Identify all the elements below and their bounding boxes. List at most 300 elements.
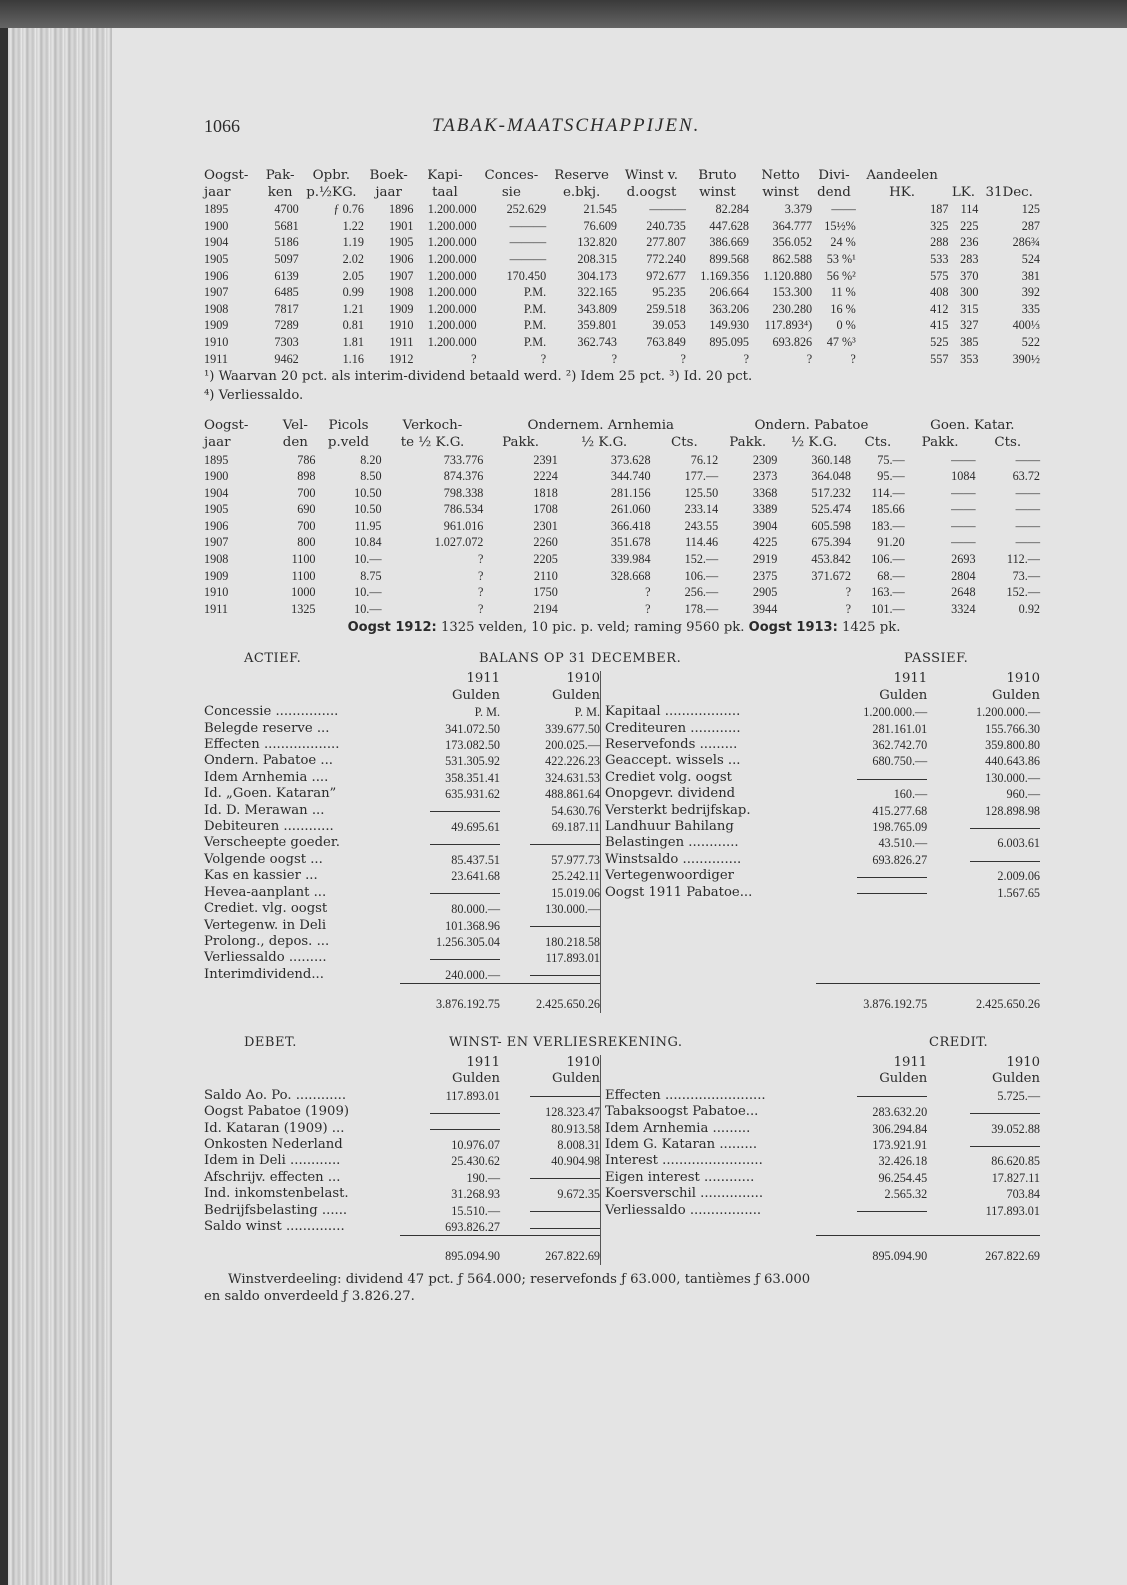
total-row — [605, 983, 1040, 1012]
table-cell: 3944 — [752, 601, 778, 616]
account-label: Kapitaal .................. — [605, 704, 741, 720]
dash-placeholder — [970, 1113, 1040, 1114]
table-cell: 575 — [930, 268, 949, 283]
value-1910: 6.003.61 — [997, 836, 1040, 851]
table-cell: 1708 — [533, 502, 558, 517]
value-1910: 128.898.98 — [985, 803, 1040, 818]
dash-placeholder — [530, 1228, 600, 1229]
account-row — [204, 770, 600, 786]
total-1910: 2.425.650.26 — [500, 984, 600, 1013]
table-cell: 1911 — [389, 334, 414, 349]
table-row — [204, 468, 1040, 485]
account-label: Crediet volg. oogst — [605, 769, 732, 785]
table-cell: 381 — [1021, 268, 1040, 283]
table-cell: ——— — [509, 218, 547, 233]
account-row — [204, 1104, 600, 1120]
table-cell: 1900 — [204, 218, 229, 233]
table-cell: 360.148 — [811, 452, 851, 467]
table-cell: 328.668 — [610, 568, 651, 583]
credit-heading: CREDIT. — [929, 1034, 989, 1050]
column-header: 31Dec. — [985, 184, 1033, 200]
dash-placeholder — [857, 1096, 927, 1097]
value-1910: 155.766.30 — [985, 721, 1040, 736]
table-cell: 359.801 — [577, 318, 618, 333]
table-cell: 208.315 — [577, 251, 618, 266]
table-cell: 517.232 — [811, 485, 851, 500]
value-1910: 1.567.65 — [997, 885, 1040, 900]
account-row — [605, 786, 1040, 802]
table-cell: 21.545 — [583, 202, 618, 217]
value-1911: 680.750.— — [872, 754, 928, 769]
balance-heading — [204, 651, 1044, 671]
column-header: Pakk. — [729, 434, 767, 450]
table-row — [204, 534, 1040, 551]
table-cell: 1.200.000 — [427, 285, 477, 300]
table-cell: 356.052 — [772, 235, 813, 250]
account-row — [605, 704, 1040, 720]
table-cell: 7817 — [274, 301, 299, 316]
table-cell: 1.81 — [342, 334, 364, 349]
account-row — [204, 753, 600, 769]
table-cell: —— — [951, 485, 976, 500]
column-header: d.oogst — [626, 184, 677, 200]
table-cell: 371.672 — [811, 568, 851, 583]
column-header: Ondern. Pabatoe — [754, 418, 869, 434]
table-cell: 453.842 — [811, 552, 851, 567]
table-cell: 11.95 — [354, 518, 382, 533]
table-cell: 1.120.880 — [763, 268, 813, 283]
account-row — [204, 786, 600, 802]
table-cell: P.M. — [523, 301, 547, 316]
table-cell: —— — [951, 502, 976, 517]
table-cell: —— — [1015, 452, 1040, 467]
table-cell: 0.92 — [1018, 601, 1040, 616]
total-1911: 895.094.90 — [816, 1235, 927, 1264]
account-row — [605, 885, 1040, 901]
dash-placeholder — [430, 811, 500, 812]
table-cell: 1907 — [204, 535, 229, 550]
value-1911: 31.268.93 — [451, 1187, 500, 1202]
table-cell: 1905 — [204, 251, 229, 266]
table-cell: 2309 — [752, 452, 778, 467]
account-row — [605, 819, 1040, 835]
account-row — [204, 967, 600, 984]
footnote: ¹) Waarvan 20 pct. als interim-dividend betaald werd. ²) Idem 25 pct. ³) Id. 20 pct. — [204, 369, 753, 385]
table-cell: 11 % — [830, 285, 856, 300]
account-label: Id. „Goen. Kataran” — [204, 786, 337, 802]
value-1910: 440.643.86 — [985, 754, 1040, 769]
table-cell: 2373 — [752, 469, 778, 484]
table-cell: 287 — [1021, 218, 1040, 233]
account-label: Belegde reserve ... — [204, 720, 330, 736]
table-cell: 6139 — [274, 268, 299, 283]
table-row — [204, 301, 1040, 318]
total-1911: 895.094.90 — [400, 1236, 500, 1265]
account-label: Koersverschil ............... — [605, 1186, 764, 1202]
value-1910: 40.904.98 — [551, 1154, 600, 1169]
table-cell: 1912 — [389, 351, 414, 366]
table-cell: 353 — [960, 351, 979, 366]
value-1911: 281.161.01 — [872, 721, 928, 736]
account-row — [605, 753, 1040, 769]
table-cell: 10.— — [354, 552, 382, 567]
column-header: dend — [817, 184, 851, 200]
table-cell: ? — [477, 552, 484, 567]
table-cell: 786.534 — [443, 502, 484, 517]
value-1911: 198.765.09 — [872, 820, 928, 835]
value-1911: 2.565.32 — [884, 1187, 928, 1202]
value-1911: 693.826.27 — [872, 852, 928, 867]
value-1910: 17.827.11 — [991, 1170, 1040, 1185]
account-label: Versterkt bedrijfskap. — [605, 802, 751, 818]
table-cell: 1907 — [389, 268, 414, 283]
dash-placeholder — [970, 1146, 1040, 1147]
column-header: Cts. — [670, 434, 698, 450]
year-header: 1911 — [466, 671, 500, 687]
table-cell: 1911 — [204, 601, 228, 616]
table-cell: 3368 — [752, 485, 778, 500]
table-cell: 1911 — [204, 351, 228, 366]
total-row — [605, 1235, 1040, 1264]
table-cell: 2205 — [533, 552, 558, 567]
unit-header: Gulden — [552, 687, 600, 703]
year-header: 1910 — [566, 1054, 600, 1070]
account-row — [204, 852, 600, 868]
table-cell: 163.— — [871, 585, 905, 600]
value-1910: 8.008.31 — [557, 1137, 600, 1152]
table-cell: 798.338 — [443, 485, 484, 500]
table-cell: 1905 — [389, 235, 414, 250]
column-header: Ondernem. Arnhemia — [527, 418, 674, 434]
column-header: Picols — [328, 418, 369, 434]
value-1910: 57.977.73 — [551, 852, 600, 867]
table-cell: 1818 — [533, 485, 558, 500]
spacer-row — [605, 934, 1040, 950]
table-cell: ? — [845, 601, 851, 616]
spacer-row — [605, 901, 1040, 917]
value-1911: 160.— — [893, 787, 928, 802]
dash-placeholder — [430, 893, 500, 894]
table-cell: 76.12 — [690, 452, 719, 467]
table-cell: 256.— — [684, 585, 719, 600]
value-1910: 117.893.01 — [985, 1203, 1040, 1218]
table-cell: 373.628 — [610, 452, 651, 467]
table-cell: 1908 — [389, 285, 414, 300]
harvest-table — [204, 418, 1040, 617]
unit-header: Gulden — [992, 1071, 1040, 1087]
table-row — [204, 584, 1040, 601]
account-label: Belastingen ............ — [605, 835, 739, 851]
table-cell: ? — [743, 351, 750, 366]
column-header: jaar — [375, 184, 402, 200]
table-cell: 2.05 — [342, 268, 364, 283]
table-cell: 4225 — [752, 535, 778, 550]
table-cell: —— — [951, 518, 976, 533]
table-cell: 56 %² — [826, 268, 856, 283]
balance-sheet — [204, 671, 1044, 1013]
account-row — [204, 1186, 600, 1202]
value-1911: 362.742.70 — [872, 738, 928, 753]
table-cell: 366.418 — [610, 518, 651, 533]
value-1910: 960.— — [1006, 787, 1040, 802]
table-cell: 1907 — [204, 285, 229, 300]
liabilities-heading: PASSIEF. — [904, 651, 969, 667]
table-cell: ? — [477, 601, 484, 616]
table-cell: ——— — [509, 251, 547, 266]
value-1910: 128.323.47 — [545, 1105, 600, 1120]
table-cell: 447.628 — [709, 218, 750, 233]
account-label: Effecten .................. — [204, 737, 340, 753]
column-header: p.veld — [327, 434, 370, 450]
value-1910: 339.677.50 — [545, 721, 600, 736]
table-cell: 693.826 — [772, 334, 813, 349]
table-cell: 106.— — [684, 568, 719, 583]
table-row — [204, 551, 1040, 568]
table-cell: 112.— — [1006, 552, 1040, 567]
account-label: Verliessaldo ......... — [204, 950, 327, 966]
account-label: Volgende oogst ... — [204, 851, 323, 867]
account-row — [605, 803, 1040, 819]
table-cell: ? — [477, 568, 484, 583]
account-row — [204, 901, 600, 917]
table-cell: 1.200.000 — [427, 218, 477, 233]
table-cell: —— — [1015, 535, 1040, 550]
assets-table — [204, 671, 600, 1013]
table-cell: 283 — [960, 251, 979, 266]
dash-placeholder — [857, 1211, 927, 1212]
table-cell: 1750 — [533, 585, 558, 600]
column-header: te ½ K.G. — [400, 434, 465, 450]
table-cell: ——— — [509, 235, 547, 250]
table-cell: 1.200.000 — [427, 268, 477, 283]
table-cell: 3.379 — [784, 202, 813, 217]
table-cell: 1.200.000 — [427, 301, 477, 316]
table-cell: 700 — [297, 518, 316, 533]
year-header: 1911 — [466, 1054, 500, 1070]
table-cell: 277.807 — [646, 235, 686, 250]
table-cell: 259.518 — [646, 301, 686, 316]
account-label: Onkosten Nederland — [204, 1136, 343, 1152]
value-1911 — [400, 1121, 500, 1137]
table-cell: —— — [1015, 485, 1040, 500]
year-header: 1911 — [893, 671, 928, 687]
table-cell: 1.200.000 — [427, 334, 477, 349]
table-cell: 170.450 — [506, 268, 547, 283]
column-header: p.½KG. — [306, 184, 357, 200]
value-1911 — [400, 835, 500, 851]
table-cell: 6485 — [274, 285, 299, 300]
value-1911: 190.— — [466, 1170, 500, 1185]
liabilities-side — [600, 671, 1040, 1013]
assets-side — [204, 671, 600, 1013]
value-1910: 1.200.000.— — [976, 705, 1040, 720]
table-cell: 10.84 — [354, 535, 382, 550]
unit-header: Gulden — [879, 1071, 928, 1087]
total-1910: 2.425.650.26 — [927, 983, 1040, 1012]
value-1911: 32.426.18 — [878, 1154, 928, 1169]
account-row — [204, 1088, 600, 1104]
value-1911: 101.368.96 — [445, 918, 500, 933]
table-cell: 370 — [960, 268, 979, 283]
value-1911: 341.072.50 — [445, 721, 500, 736]
account-label: Vertegenwoordiger — [605, 868, 734, 884]
account-row — [204, 1203, 600, 1219]
value-1911: 49.695.61 — [451, 820, 500, 835]
table-cell: 415 — [930, 318, 949, 333]
account-row — [204, 1153, 600, 1169]
assets-heading: ACTIEF. — [244, 651, 302, 667]
dash-placeholder — [530, 1178, 600, 1179]
total-label — [605, 1235, 816, 1264]
account-label: Crediet. vlg. oogst — [204, 901, 328, 917]
column-header: Bruto — [698, 168, 737, 183]
table-cell: 1.027.072 — [434, 535, 484, 550]
account-label: Id. Kataran (1909) ... — [204, 1120, 345, 1136]
value-1911: 415.277.68 — [872, 803, 928, 818]
table-cell: 185.66 — [871, 502, 905, 517]
table-cell: 76.609 — [583, 218, 618, 233]
table-cell: 2648 — [951, 585, 976, 600]
account-label: Id. D. Merawan ... — [204, 802, 325, 818]
column-header: Reserve — [554, 168, 609, 183]
dash-placeholder — [530, 844, 600, 845]
column-header: taal — [432, 184, 458, 200]
table-cell: 1909 — [204, 318, 229, 333]
oogst-1913-text: 1425 pk. — [837, 620, 901, 636]
table-cell: 874.376 — [443, 469, 484, 484]
unit-header: Gulden — [452, 1071, 500, 1087]
table-cell: 10.— — [354, 601, 382, 616]
table-cell: 63.72 — [1012, 469, 1040, 484]
column-header — [978, 168, 1040, 185]
value-1911: P. M. — [474, 705, 500, 720]
column-header: winst — [762, 184, 799, 200]
value-1911: 80.000.— — [451, 902, 500, 917]
spacer-row — [605, 918, 1040, 934]
table-cell: 53 %¹ — [826, 251, 856, 266]
table-cell: 322.165 — [577, 285, 618, 300]
spacer-row — [605, 967, 1040, 983]
dash-placeholder — [530, 1211, 600, 1212]
credit-table — [605, 1055, 1040, 1265]
table-cell: —— — [951, 452, 976, 467]
table-cell: ? — [680, 351, 686, 366]
value-1910: 130.000.— — [545, 902, 600, 917]
account-label: Saldo winst .............. — [204, 1219, 345, 1235]
value-1911: 635.931.62 — [445, 787, 500, 802]
table-cell: 281.156 — [610, 485, 651, 500]
oogst-1913-label: Oogst 1913: — [748, 620, 838, 636]
value-1911 — [400, 1104, 500, 1120]
account-label: Winstsaldo .............. — [605, 851, 742, 867]
value-1910: 25.242.11 — [551, 869, 600, 884]
table-cell: 1325 — [291, 601, 316, 616]
table-cell: 1084 — [951, 469, 976, 484]
table-cell: P.M. — [523, 285, 547, 300]
value-1910: 5.725.— — [997, 1088, 1040, 1103]
table-cell: 408 — [930, 285, 949, 300]
column-header: Opbr. — [312, 168, 350, 183]
value-1910: 69.187.11 — [551, 820, 600, 835]
table-cell: 236 — [960, 235, 979, 250]
table-cell: 101.— — [871, 601, 905, 616]
account-label: Verliessaldo ................. — [605, 1202, 762, 1218]
table-cell: 898 — [297, 469, 316, 484]
value-1911 — [816, 1203, 927, 1219]
dash-placeholder — [857, 877, 927, 878]
table-cell: 390½ — [1012, 351, 1040, 366]
value-1910 — [927, 1104, 1040, 1120]
dash-placeholder — [970, 861, 1040, 862]
account-label: Interimdividend... — [204, 966, 324, 982]
table-row — [204, 601, 1040, 618]
value-1910: 39.052.88 — [991, 1121, 1040, 1136]
table-cell: 1.200.000 — [427, 202, 477, 217]
table-cell: 1895 — [204, 202, 229, 217]
table-cell: 68.— — [877, 568, 905, 583]
table-cell: 386.669 — [709, 235, 750, 250]
table-cell: 339.984 — [610, 552, 651, 567]
table-row — [204, 334, 1040, 351]
value-1910 — [927, 819, 1040, 835]
value-1910: P. M. — [574, 705, 600, 720]
table-cell: 288 — [930, 235, 949, 250]
table-cell: 363.206 — [709, 301, 750, 316]
account-label: Idem in Deli ............ — [204, 1153, 341, 1169]
value-1910: 703.84 — [1006, 1187, 1040, 1202]
account-label: Idem Arnhemia .... — [204, 769, 329, 785]
dash-placeholder — [970, 828, 1040, 829]
value-1910 — [500, 1088, 600, 1104]
account-label: Idem Arnhemia ......... — [605, 1120, 751, 1136]
table-cell: 5186 — [274, 235, 299, 250]
table-cell: 117.893⁴) — [764, 318, 813, 333]
table-cell: ƒ 0.76 — [333, 202, 364, 217]
table-cell: 2301 — [533, 518, 558, 533]
table-cell: ? — [477, 585, 484, 600]
table-cell: 16 % — [830, 301, 856, 316]
table-cell: 1908 — [204, 552, 229, 567]
table-cell: P.M. — [523, 334, 547, 349]
value-1911: 1.200.000.— — [863, 705, 928, 720]
account-label: Afschrijv. effecten ... — [204, 1169, 341, 1185]
dash-placeholder — [430, 1129, 500, 1130]
unit-header: Gulden — [552, 1071, 600, 1087]
table-cell: 0.81 — [342, 318, 364, 333]
column-header: Boek- — [369, 168, 408, 183]
table-cell: 2224 — [533, 469, 558, 484]
account-label: Vertegenw. in Deli — [204, 917, 327, 933]
table-cell: 187 — [930, 202, 949, 217]
table-cell: 344.740 — [610, 469, 651, 484]
account-label: Verscheepte goeder. — [204, 835, 340, 851]
unit-header: Gulden — [992, 687, 1040, 703]
table-cell: 1900 — [204, 469, 229, 484]
column-header: Goen. Katar. — [930, 418, 1015, 434]
table-cell: 1.200.000 — [427, 318, 477, 333]
table-cell: 149.930 — [709, 318, 750, 333]
account-label: Oogst Pabatoe (1909) — [204, 1104, 349, 1120]
value-1911: 96.254.45 — [878, 1170, 928, 1185]
table-cell: 525 — [930, 334, 949, 349]
table-cell: 1.200.000 — [427, 251, 477, 266]
value-1910: 9.672.35 — [557, 1187, 600, 1202]
table-cell: 10.50 — [354, 502, 382, 517]
table-cell: 252.629 — [506, 202, 547, 217]
table-cell: 3904 — [752, 518, 778, 533]
column-header: Vel- — [282, 418, 308, 434]
value-1911: 15.510.— — [451, 1203, 500, 1218]
